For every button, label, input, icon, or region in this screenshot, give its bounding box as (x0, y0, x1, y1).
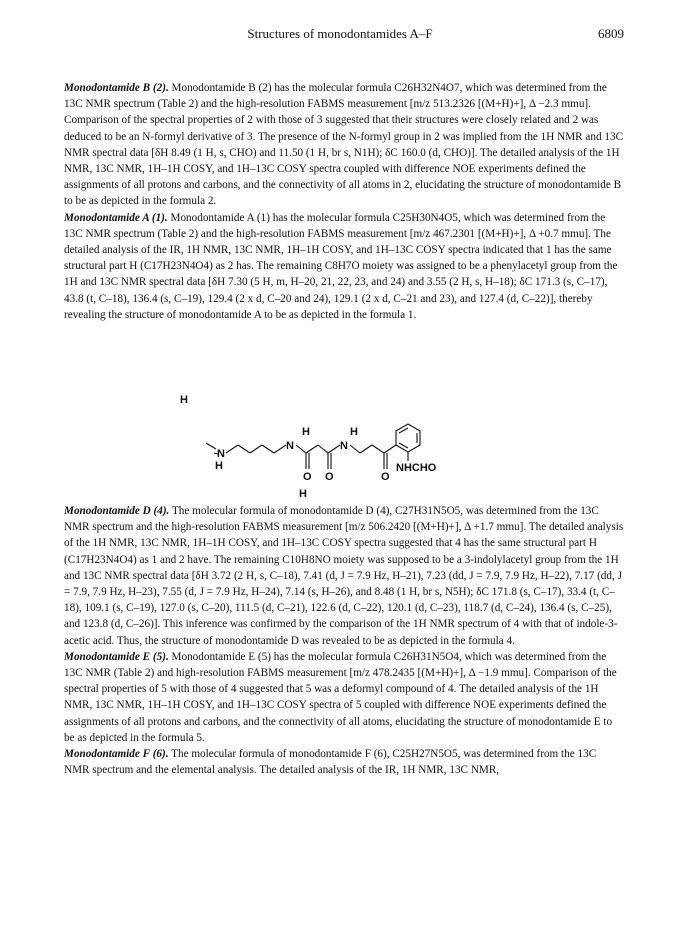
running-title: Structures of monodontamides A–F (247, 26, 433, 41)
struct-label-nhcho: NHCHO (396, 462, 437, 474)
paragraph-monodontamide-b (64, 80, 624, 210)
running-header (0, 26, 680, 46)
paragraph-monodontamide-e (64, 649, 624, 746)
structure-drawing (180, 394, 480, 501)
struct-label-h5: H (299, 488, 307, 500)
struct-label-h3: H (215, 460, 223, 472)
struct-label-h1: H (302, 426, 310, 438)
paragraph-heading: Monodontamide F (6). (64, 748, 169, 761)
struct-label-n1: N (217, 448, 225, 460)
paragraph-body: The molecular formula of monodontamide F (6), C25H27N5O5, was determined from the 13C NMR spectrum and the elemental analysis. The detailed analysis of the IR, 1H NMR, 13C NMR, (64, 748, 597, 777)
text-block-lower (64, 503, 624, 778)
struct-label-h2: H (350, 426, 358, 438)
struct-label-h4: H (180, 394, 188, 406)
struct-label-o3: O (381, 471, 390, 483)
paragraph-monodontamide-d (64, 503, 624, 649)
struct-label-n2: N (286, 440, 294, 452)
page-number: 6809 (598, 26, 624, 41)
paragraph-body: The molecular formula of monodontamide D (4), C27H31N5O5, was determined from the 13C NMR spectrum and the high-resolution FABMS measurement [m/z 506.2420 [(M+H)+], Δ +1.7 mmu]. The detailed analysis of the 1H NMR, 13C NMR, 1H–1H COSY, and 1H–13C COSY spectra suggested that 4 has the same structural part H (C17H23N4O4) as 1 and 2 have. The remaining C10H8NO moiety was supposed to be a 3-indolylacetyl group from the 1H and 13C NMR spectral data [δH 3.72 (2 H, s, C–18), 7.41 (d, J = 7.9 Hz, H–21), 7.23 (dd, J = 7.9, 7.9 Hz, H–22), 7.17 (dd, J = 7.9, 7.9 Hz, H–23), 7.55 (d, J = 7.9 Hz, H–24), 7.14 (s, H–26), and 8.48 (1 H, br s, N5H); δC 171.8 (s, C–17), 33.4 (t, C–18), 109.1 (s, C–19), 127.0 (s, C–20), 111.5 (d, C–21), 122.6 (d, C–22), 120.1 (d, C–23), 118.7 (d, C–24), 136.4 (s, C–25), and 123.8 (d, C–26)]. This inference was confirmed by the comparison of the 1H NMR spectrum of 4 with that of indole-3-acetic acid. Thus, the structure of monodontamide D was revealed to be as depicted in the formula 4. (64, 505, 624, 647)
text-block-upper (64, 80, 624, 323)
struct-label-o1: O (303, 471, 312, 483)
paragraph-heading: Monodontamide D (4). (64, 505, 170, 517)
paragraph-monodontamide-a (64, 210, 624, 323)
paragraph-body: Monodontamide A (1) has the molecular formula C25H30N4O5, which was determined from the 13C NMR spectrum (Table 2) and the high-resolution FABMS measurement [m/z 467.2301 [(M+H)+], Δ +0.7 mmu]. The detailed analysis of the IR, 1H NMR, 13C NMR, 1H–1H COSY, and 1H–13C COSY spectra indicated that 1 has the same structural part H (C17H23N4O4) as 2 has. The remaining C8H7O moiety was assigned to be a phenylacetyl group from the 1H and 13C NMR spectral data [δH 7.30 (5 H, m, H–20, 21, 22, 23, and 24) and 3.55 (2 H, s, H–18); δC 171.3 (s, C–17), 43.8 (t, C–18), 136.4 (s, C–19), 129.4 (2 x d, C–20 and 24), 129.1 (2 x d, C–21 and 23), and 127.4 (d, C–22)], thereby revealing the structure of monodontamide A to be as depicted in the formula 1. (64, 211, 618, 321)
struct-label-n3: N (340, 440, 348, 452)
paragraph-monodontamide-f (64, 746, 624, 778)
paragraph-heading: Monodontamide A (1). (64, 211, 168, 224)
paragraph-heading: Monodontamide B (2). (64, 82, 169, 94)
paragraph-body: Monodontamide B (2) has the molecular formula C26H32N4O7, which was determined from the 13C NMR spectrum (Table 2) and the high-resolution FABMS measurement [m/z 513.2326 [(M+H)+], Δ −2.3 mmu]. Comparison of the spectral properties of 2 with those of 3 suggested that their structures were closely related and 2 was deduced to be an N-formyl derivative of 3. The presence of the N-formyl group in 2 was implied from the 1H NMR and 13C NMR spectral data [δH 8.49 (1 H, s, CHO) and 11.50 (1 H, br s, N1H); δC 160.0 (d, CHO)]. The detailed analysis of the 1H NMR, 13C NMR, 1H–1H COSY, and 1H–13C COSY spectra coupled with difference NOE experiments defined the assignments of all protons and carbons, and the connectivity of all atoms in 2, elucidating the structure of monodontamide B to be as depicted in the formula 2. (64, 82, 624, 208)
paragraph-heading: Monodontamide E (5). (64, 650, 169, 663)
struct-label-o2: O (325, 471, 334, 483)
chemical-structure-figure (180, 394, 480, 501)
paragraph-body: Monodontamide E (5) has the molecular formula C26H31N5O4, which was determined from the 13C NMR (Table 2) and high-resolution FABMS measurement [m/z 478.2435 [(M+H)+], Δ −1.9 mmu]. Comparison of the spectral properties of 5 with those of 4 suggested that 5 was a deformyl compound of 4. The detailed analysis of the 1H NMR, 13C NMR, 1H–1H COSY, and 1H–13C COSY spectra of 5 coupled with difference NOE experiments defined the assignments of all protons and carbons, and the connectivity of all atoms, elucidating the structure of monodontamide E to be as depicted in the formula 5. (64, 650, 617, 744)
